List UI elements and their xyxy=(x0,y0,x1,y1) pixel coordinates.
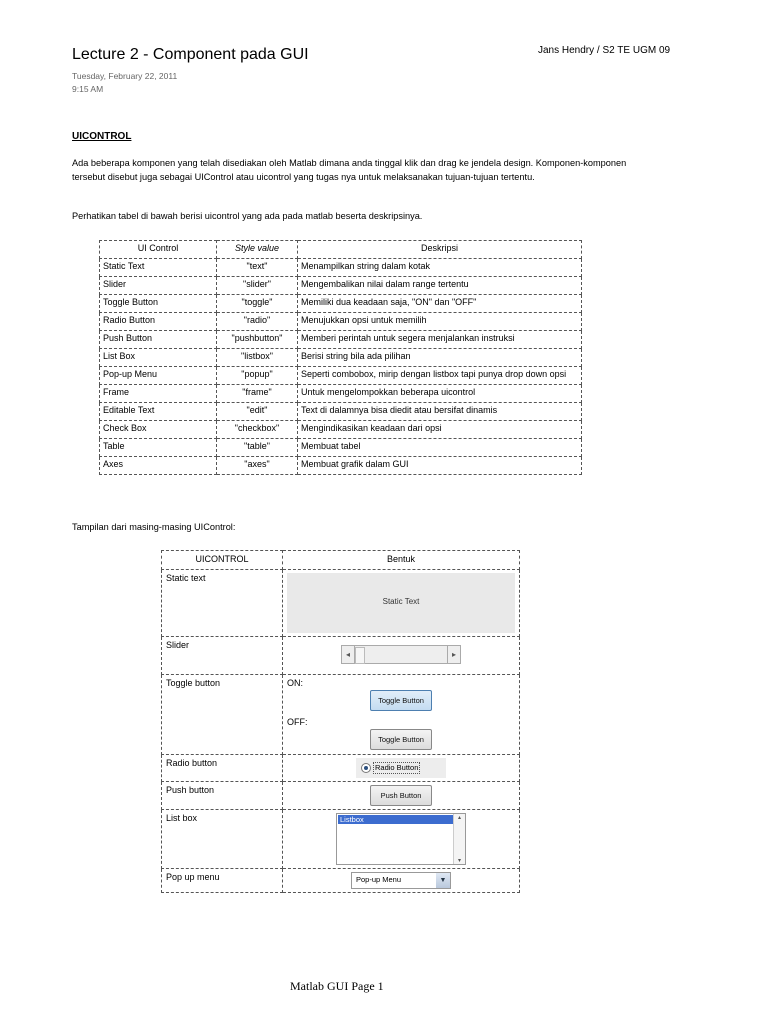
description-cell: Memberi perintah untuk segera menjalankan instruksi xyxy=(298,331,582,349)
preview-cell xyxy=(283,782,520,810)
control-name-cell: Pop-up Menu xyxy=(100,367,217,385)
listbox-item[interactable]: Listbox xyxy=(338,815,453,824)
description-cell: Untuk mengelompokkan beberapa uicontrol xyxy=(298,385,582,403)
listbox-scrollbar[interactable] xyxy=(453,814,465,864)
table-row xyxy=(162,810,520,869)
header-cell: UI Control xyxy=(100,241,217,259)
listbox-preview[interactable] xyxy=(336,813,466,865)
uicontrol-table xyxy=(99,240,582,475)
header-cell: UICONTROL xyxy=(162,551,283,570)
style-value-cell: "listbox" xyxy=(217,349,298,367)
arrow-left-icon[interactable]: ◂ xyxy=(342,646,355,663)
arrow-right-icon[interactable]: ▸ xyxy=(447,646,460,663)
toggle-button-off[interactable]: Toggle Button xyxy=(370,729,432,750)
control-name-cell: Axes xyxy=(100,457,217,475)
table-row xyxy=(162,782,520,810)
toggle-button-on[interactable]: Toggle Button xyxy=(370,690,432,711)
radio-button-label: Radio Button xyxy=(375,763,419,772)
control-name-cell: Toggle Button xyxy=(100,295,217,313)
table-row xyxy=(100,277,582,295)
control-name-cell: Frame xyxy=(100,385,217,403)
table-row xyxy=(162,570,520,637)
row-label: Pop up menu xyxy=(162,869,283,893)
description-cell: Mengembalikan nilai dalam range tertentu xyxy=(298,277,582,295)
description-cell: Menujukkan opsi untuk memilih xyxy=(298,313,582,331)
style-value-cell: "text" xyxy=(217,259,298,277)
table-row xyxy=(100,457,582,475)
uicontrol-preview-table xyxy=(161,550,520,893)
page-footer: Matlab GUI Page 1 xyxy=(290,979,384,993)
slider-preview[interactable] xyxy=(341,645,461,664)
description-cell: Memiliki dua keadaan saja, "ON" dan "OFF" xyxy=(298,295,582,313)
time: 9:15 AM xyxy=(72,84,104,94)
control-name-cell: Push Button xyxy=(100,331,217,349)
table-row xyxy=(100,349,582,367)
slider-thumb[interactable] xyxy=(355,647,365,664)
control-name-cell: Radio Button xyxy=(100,313,217,331)
header-cell: Bentuk xyxy=(283,551,520,570)
static-text-label: Static Text xyxy=(382,597,420,606)
preview-cell xyxy=(283,810,520,869)
control-name-cell: Static Text xyxy=(100,259,217,277)
style-value-cell: "slider" xyxy=(217,277,298,295)
preview-cell xyxy=(283,570,520,637)
style-value-cell: "axes" xyxy=(217,457,298,475)
page-title: Lecture 2 - Component pada GUI xyxy=(72,46,309,63)
author-line: Jans Hendry / S2 TE UGM 09 xyxy=(538,45,671,56)
description-cell: Seperti combobox, mirip dengan listbox tapi punya drop down opsi xyxy=(298,367,582,385)
radio-dot-icon[interactable] xyxy=(361,763,371,773)
row-label: Push button xyxy=(162,782,283,810)
radio-button-preview[interactable] xyxy=(356,758,446,778)
table-intro-paragraph: Perhatikan tabel di bawah berisi uicontrol yang ada pada matlab beserta deskripsinya. xyxy=(72,211,423,221)
control-name-cell: List Box xyxy=(100,349,217,367)
style-value-cell: "pushbutton" xyxy=(217,331,298,349)
style-value-cell: "edit" xyxy=(217,403,298,421)
description-cell: Text di dalamnya bisa diedit atau bersifat dinamis xyxy=(298,403,582,421)
date: Tuesday, February 22, 2011 xyxy=(72,71,178,81)
description-cell: Berisi string bila ada pilihan xyxy=(298,349,582,367)
control-name-cell: Check Box xyxy=(100,421,217,439)
style-value-cell: "toggle" xyxy=(217,295,298,313)
chevron-down-icon[interactable]: ▼ xyxy=(436,873,450,888)
table-row xyxy=(100,421,582,439)
scroll-down-icon[interactable]: ▾ xyxy=(457,858,461,864)
row-label: Slider xyxy=(162,637,283,675)
table-row xyxy=(100,331,582,349)
control-name-cell: Slider xyxy=(100,277,217,295)
description-cell: Mengindikasikan keadaan dari opsi xyxy=(298,421,582,439)
description-cell: Membuat grafik dalam GUI xyxy=(298,457,582,475)
style-value-cell: "frame" xyxy=(217,385,298,403)
popup-menu-value: Pop-up Menu xyxy=(356,875,402,884)
header-cell: Deskripsi xyxy=(298,241,582,259)
table-row xyxy=(100,367,582,385)
control-name-cell: Table xyxy=(100,439,217,457)
table-row xyxy=(162,755,520,782)
row-label: Radio button xyxy=(162,755,283,782)
style-value-cell: "table" xyxy=(217,439,298,457)
preview-cell xyxy=(283,755,520,782)
table-row xyxy=(100,295,582,313)
description-cell: Membuat tabel xyxy=(298,439,582,457)
table-row xyxy=(100,313,582,331)
static-text-preview xyxy=(287,573,515,633)
table-row xyxy=(162,675,520,755)
display-intro-paragraph: Tampilan dari masing-masing UIControl: xyxy=(72,522,236,532)
style-value-cell: "checkbox" xyxy=(217,421,298,439)
table-header-row xyxy=(162,551,520,570)
scroll-up-icon[interactable]: ▴ xyxy=(457,815,461,821)
preview-cell xyxy=(283,675,520,755)
description-cell: Menampilkan string dalam kotak xyxy=(298,259,582,277)
toggle-off-label: OFF: xyxy=(287,717,308,727)
intro-paragraph: Ada beberapa komponen yang telah disediakan oleh Matlab dimana anda tinggal klik dan drag ke jendela design. Komponen-komponen tersebut disebut juga sebagai UIControl atau uicontrol yang tugas nya untuk melaksanakan tujuan-tujuan tertentu. xyxy=(72,158,627,182)
table-row xyxy=(162,637,520,675)
row-label: Toggle button xyxy=(162,675,283,755)
preview-cell xyxy=(283,869,520,893)
popup-menu-preview[interactable] xyxy=(351,872,451,889)
push-button-preview[interactable]: Push Button xyxy=(370,785,432,806)
row-label: Static text xyxy=(162,570,283,637)
table-row xyxy=(162,869,520,893)
row-label: List box xyxy=(162,810,283,869)
style-value-cell: "radio" xyxy=(217,313,298,331)
table-row xyxy=(100,439,582,457)
toggle-on-label: ON: xyxy=(287,678,304,688)
style-value-cell: "popup" xyxy=(217,367,298,385)
date-block xyxy=(72,70,177,96)
table-header-row xyxy=(100,241,582,259)
header-cell: Style value xyxy=(217,241,298,259)
table-row xyxy=(100,259,582,277)
control-name-cell: Editable Text xyxy=(100,403,217,421)
section-title: UICONTROL xyxy=(72,131,132,142)
table-row xyxy=(100,403,582,421)
preview-cell xyxy=(283,637,520,675)
table-row xyxy=(100,385,582,403)
